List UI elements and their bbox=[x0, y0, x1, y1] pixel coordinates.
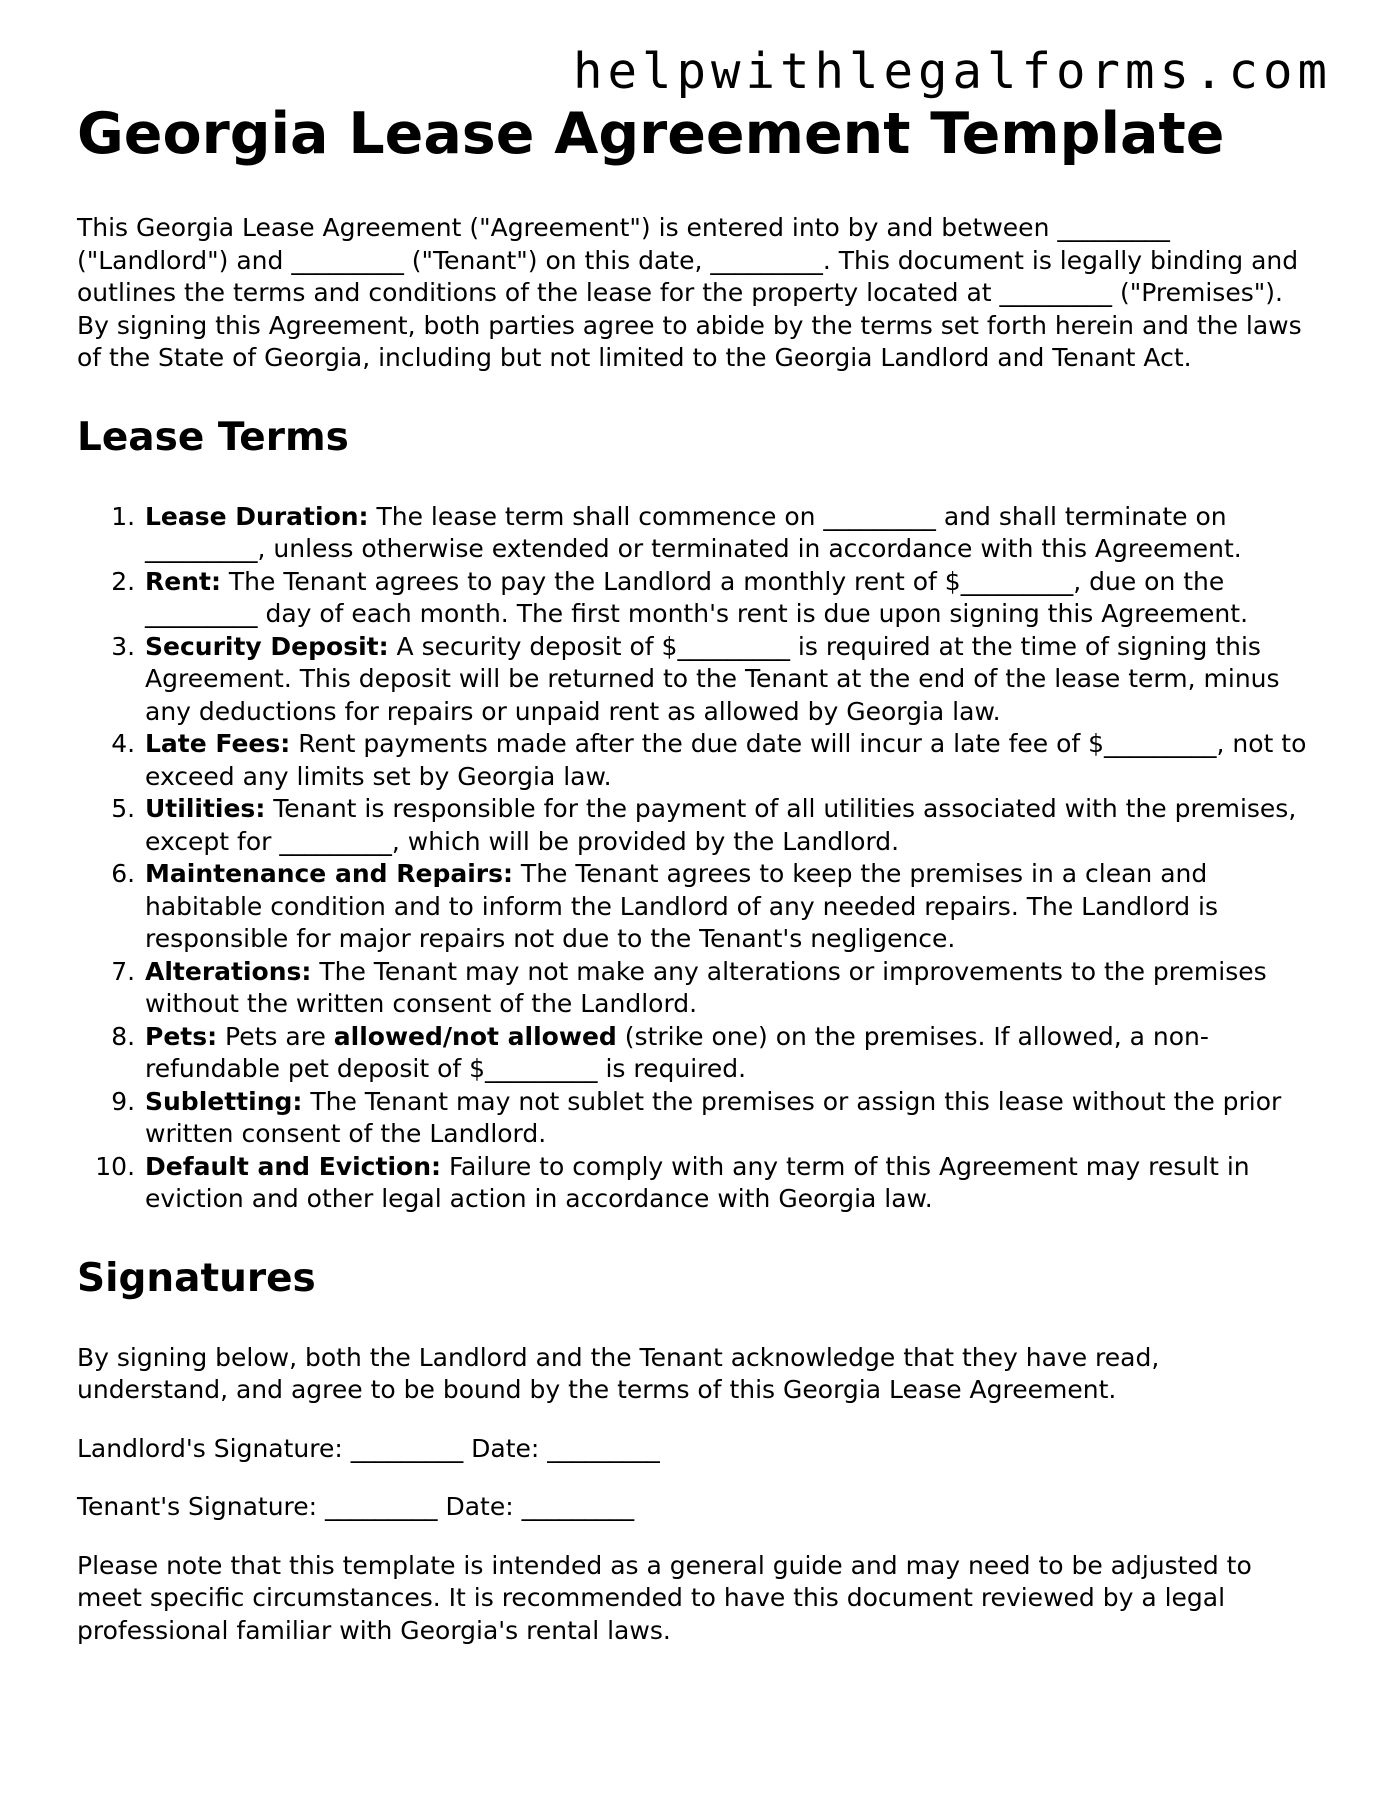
term-text: The Tenant agrees to pay the Landlord a monthly rent of $_________, due on the _________ day of each month. The first month's rent is due upon signing this Agreement. bbox=[145, 566, 1249, 628]
term-text: The Tenant may not make any alterations or improvements to the premises without the written consent of the Landlord. bbox=[145, 956, 1267, 1018]
page-title: Georgia Lease Agreement Template bbox=[77, 101, 1225, 167]
term-text-before: Pets are bbox=[217, 1021, 334, 1051]
list-item-utilities bbox=[143, 793, 1317, 858]
lease-terms-list bbox=[77, 501, 1317, 1216]
landlord-signature-line: Landlord's Signature: _________ Date: _________ bbox=[77, 1433, 660, 1463]
disclaimer-note: Please note that this template is intended as a general guide and may need to be adjusted to meet specific circumstances. It is recommended to have this document reviewed by a legal professional familiar with Georgia's rental laws. bbox=[77, 1550, 1252, 1645]
list-item-security-deposit bbox=[143, 631, 1317, 729]
term-label: Alterations: bbox=[145, 956, 312, 986]
term-label: Subletting: bbox=[145, 1086, 303, 1116]
signatures-intro: By signing below, both the Landlord and the Tenant acknowledge that they have read, understand, and agree to be bound by the terms of this Georgia Lease Agreement. bbox=[77, 1342, 1160, 1404]
term-text: Rent payments made after the due date will incur a late fee of $_________, not to exceed any limits set by Georgia law. bbox=[145, 729, 1307, 791]
term-text: The Tenant may not sublet the premises or assign this lease without the prior written consent of the Landlord. bbox=[145, 1086, 1282, 1148]
term-label: Lease Duration: bbox=[145, 501, 369, 531]
term-label: Late Fees: bbox=[145, 729, 291, 758]
term-label: Default and Eviction: bbox=[145, 1151, 441, 1181]
term-label: Maintenance and Repairs: bbox=[145, 859, 513, 888]
term-label: Utilities: bbox=[145, 794, 266, 823]
document-page bbox=[77, 44, 1317, 1647]
tenant-signature-line: Tenant's Signature: _________ Date: _________ bbox=[77, 1492, 635, 1521]
term-text: (strike one) on the premises. If allowed, a non-refundable pet deposit of $_________ is required. bbox=[145, 1021, 1209, 1083]
site-watermark: helpwithlegalforms.com bbox=[572, 43, 1332, 100]
lease-terms-heading: Lease Terms bbox=[77, 414, 349, 460]
term-text: Tenant is responsible for the payment of all utilities associated with the premises, except for _________, which will be provided by the Landlord. bbox=[145, 794, 1297, 856]
term-label: Pets: bbox=[145, 1021, 218, 1051]
list-item-late-fees bbox=[143, 728, 1317, 793]
term-text: A security deposit of $_________ is required at the time of signing this Agreement. This deposit will be returned to the Tenant at the end of the lease term, minus any deductions for repairs or unpaid rent as allowed by Georgia law. bbox=[145, 631, 1280, 726]
term-label: Rent: bbox=[145, 566, 221, 596]
list-item-pets bbox=[143, 1021, 1317, 1086]
term-label: Security Deposit: bbox=[145, 631, 389, 661]
term-text: The lease term shall commence on _________ and shall terminate on _________, unless otherwise extended or terminated in accordance with this Agreement. bbox=[145, 501, 1242, 563]
list-item-lease-duration bbox=[143, 501, 1317, 566]
term-text: Failure to comply with any term of this Agreement may result in eviction and other legal action in accordance with Georgia law. bbox=[145, 1151, 1250, 1213]
term-text: The Tenant agrees to keep the premises in a clean and habitable condition and to inform the Landlord of any needed repairs. The Landlord is responsible for major repairs not due to the Tenant's negligence. bbox=[145, 859, 1218, 953]
intro-paragraph: This Georgia Lease Agreement ("Agreement") is entered into by and between _________ ("Landlord") and _________ ("Tenant") on this date, _________. This document is legally binding and outlines the terms and conditions of the lease for the property located at _________ ("Premises"). By signing this Agreement, both parties agree to abide by the terms set forth herein and the laws of the State of Georgia, including but not limited to the Georgia Landlord and Tenant Act. bbox=[77, 213, 1302, 372]
term-emphasis: allowed/not allowed bbox=[333, 1021, 617, 1051]
list-item-alterations bbox=[143, 956, 1317, 1021]
list-item-default-eviction bbox=[143, 1151, 1317, 1216]
signatures-heading: Signatures bbox=[77, 1255, 316, 1301]
list-item-subletting bbox=[143, 1086, 1317, 1151]
list-item-rent bbox=[143, 566, 1317, 631]
list-item-maintenance bbox=[143, 858, 1317, 956]
